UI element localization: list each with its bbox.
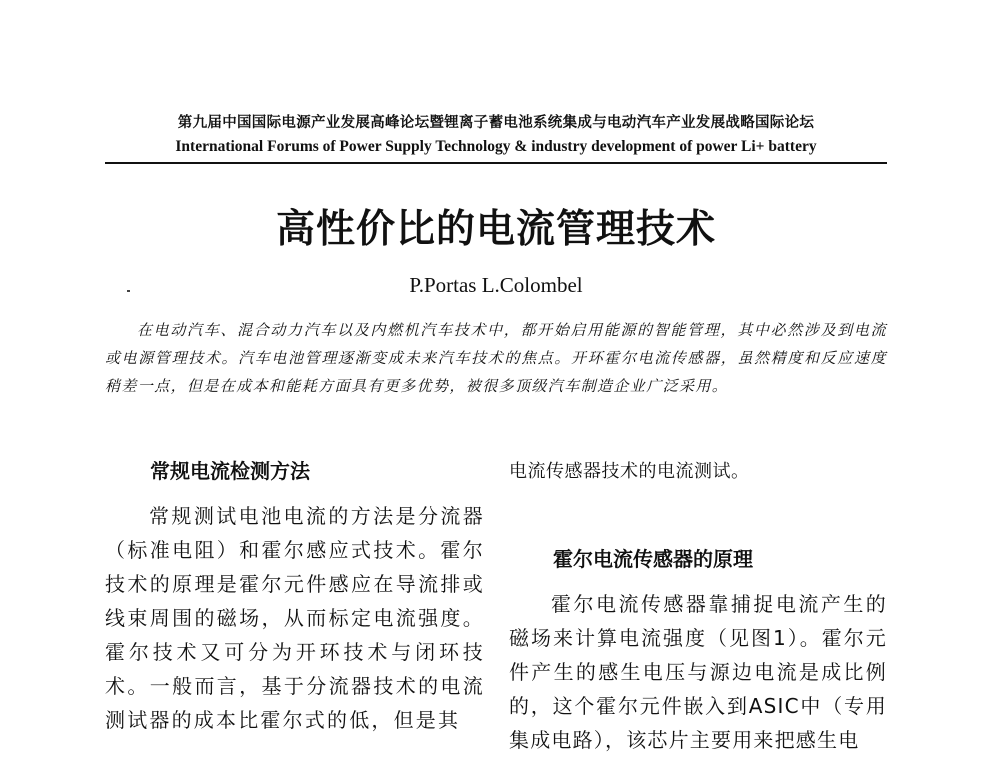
section-heading-conventional-methods: 常规电流检测方法: [150, 459, 310, 483]
conference-title-chinese: 第九届中国国际电源产业发展高峰论坛暨锂离子蓄电池系统集成与电动汽车产业发展战略国际论坛: [177, 115, 815, 131]
header-rule: [105, 162, 887, 164]
conference-title-english: International Forums of Power Supply Technology & industry development of power Li+ battery: [175, 138, 817, 155]
body-paragraph-right: 霍尔电流传感器靠捕捉电流产生的磁场来计算电流强度（见图1）。霍尔元件产生的感生电压与源边电流是成比例的，这个霍尔元件嵌入到ASIC中（专用集成电路），该芯片主要用来把感生电: [509, 592, 887, 752]
section-heading-hall-sensor-principle: 霍尔电流传感器的原理: [553, 547, 753, 571]
abstract-paragraph: 在电动汽车、混合动力汽车以及内燃机汽车技术中，都开始启用能源的智能管理，其中必然涉及到电流或电源管理技术。汽车电池管理逐渐变成未来汽车技术的焦点。开环霍尔电流传感器，虽然精度和反应速度稍差一点，但是在成本和能耗方面具有更多优势，被很多顶级汽车制造企业广泛采用。: [105, 321, 887, 395]
authors: P.Portas L.Colombel: [409, 273, 583, 297]
body-paragraph-right-continuation: 电流传感器技术的电流测试。: [509, 461, 750, 482]
paper-title: 高性价比的电流管理技术: [275, 207, 716, 252]
body-paragraph-left: 常规测试电池电流的方法是分流器（标准电阻）和霍尔感应式技术。霍尔技术的原理是霍尔元件感应在导流排或线束周围的磁场，从而标定电流强度。霍尔技术又可分为开环技术与闭环技术。一般而言，基于分流器技术的电流测试器的成本比霍尔式的低，但是其: [105, 504, 485, 732]
